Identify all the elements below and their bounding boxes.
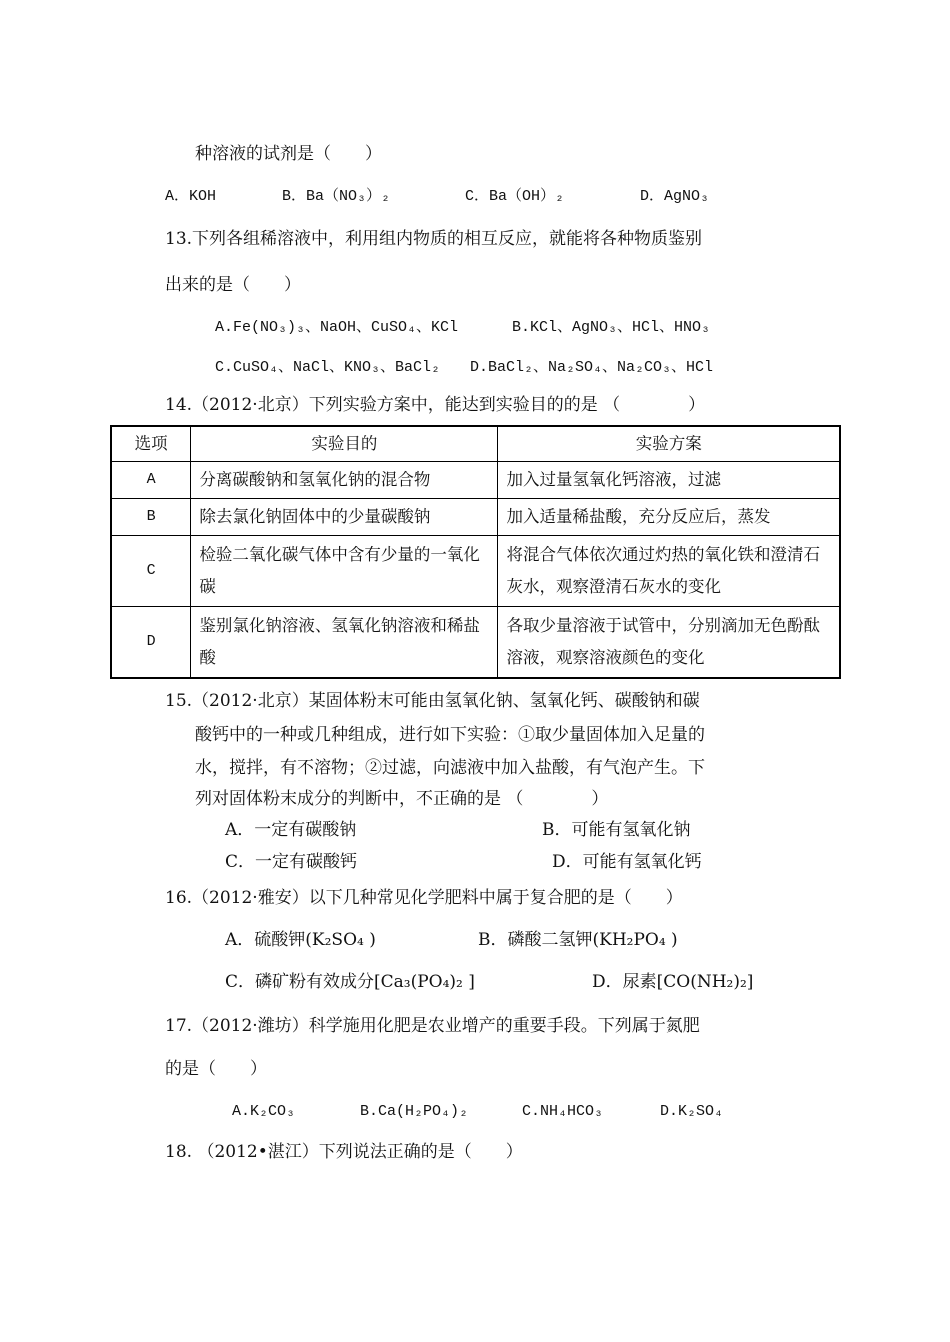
q17-stem-line2: 的是（ ）	[165, 1059, 267, 1079]
q13-option-d: D.BaCl₂、Na₂SO₄、Na₂CO₃、HCl	[470, 359, 714, 376]
row-option: C	[111, 536, 191, 607]
table-row	[111, 499, 840, 536]
q13-stem-line1: 13.下列各组稀溶液中，利用组内物质的相互反应，就能将各种物质鉴别	[165, 229, 703, 249]
q17-option-a: A.K₂CO₃	[232, 1103, 296, 1120]
row-purpose: 检验二氧化碳气体中含有少量的一氧化碳	[191, 536, 498, 607]
q13-stem-line2: 出来的是（ ）	[165, 275, 301, 295]
q12-option-d: D．AgNO₃	[640, 188, 710, 205]
row-purpose: 鉴别氯化钠溶液、氢氧化钠溶液和稀盐酸	[191, 607, 498, 679]
row-purpose: 分离碳酸钠和氢氧化钠的混合物	[191, 462, 498, 499]
q16-option-b: B．磷酸二氢钾(KH₂PO₄ )	[478, 930, 678, 950]
row-option: D	[111, 607, 191, 679]
q12-option-c: C．Ba（OH）₂	[465, 188, 565, 205]
q15-option-c: C．一定有碳酸钙	[225, 852, 358, 872]
q15-stem-line3: 水，搅拌，有不溶物；②过滤，向滤液中加入盐酸，有气泡产生。下	[195, 758, 705, 778]
row-plan: 将混合气体依次通过灼热的氧化铁和澄清石灰水，观察澄清石灰水的变化	[498, 536, 840, 607]
q12-option-b: B．Ba（NO₃）₂	[282, 188, 391, 205]
q15-stem-line4: 列对固体粉末成分的判断中，不正确的是 （ ）	[195, 789, 609, 809]
q15-stem-line2: 酸钙中的一种或几种组成，进行如下实验：①取少量固体加入足量的	[195, 725, 705, 745]
q17-option-c: C.NH₄HCO₃	[522, 1103, 604, 1120]
row-option: A	[111, 462, 191, 499]
table-row	[111, 536, 840, 607]
table-header-row	[111, 426, 840, 462]
q17-option-b: B.Ca(H₂PO₄)₂	[360, 1103, 469, 1120]
q15-option-b: B．可能有氢氧化钠	[542, 820, 691, 840]
q15-stem-line1: 15.（2012·北京）某固体粉末可能由氢氧化钠、氢氧化钙、碳酸钠和碳	[165, 691, 700, 711]
row-plan: 各取少量溶液于试管中，分别滴加无色酚酞溶液，观察溶液颜色的变化	[498, 607, 840, 679]
row-option: B	[111, 499, 191, 536]
q13-option-c: C.CuSO₄、NaCl、KNO₃、BaCl₂	[215, 359, 441, 376]
q17-stem-line1: 17.（2012·潍坊）科学施用化肥是农业增产的重要手段。下列属于氮肥	[165, 1016, 700, 1036]
header-plan: 实验方案	[498, 426, 840, 462]
q14-stem: 14.（2012·北京）下列实验方案中，能达到实验目的的是 （ ）	[165, 395, 706, 415]
row-plan: 加入过量氢氧化钙溶液，过滤	[498, 462, 840, 499]
table-row	[111, 607, 840, 679]
q16-option-d: D．尿素[CO(NH₂)₂]	[592, 972, 754, 992]
q16-option-a: A．硫酸钾(K₂SO₄ )	[225, 930, 376, 950]
q15-option-d: D．可能有氢氧化钙	[552, 852, 702, 872]
q15-option-a: A．一定有碳酸钠	[225, 820, 357, 840]
q14-experiment-table	[110, 425, 841, 679]
q16-stem: 16.（2012·雅安）以下几种常见化学肥料中属于复合肥的是（ ）	[165, 888, 683, 908]
q13-option-b: B.KCl、AgNO₃、HCl、HNO₃	[512, 319, 711, 336]
q12-stem-tail: 种溶液的试剂是（ ）	[195, 144, 382, 164]
q17-option-d: D.K₂SO₄	[660, 1103, 724, 1120]
q13-option-a: A.Fe(NO₃)₃、NaOH、CuSO₄、KCl	[215, 319, 459, 336]
q16-option-c: C．磷矿粉有效成分[Ca₃(PO₄)₂ ]	[225, 972, 475, 992]
header-option: 选项	[111, 426, 191, 462]
q12-option-a: A．KOH	[165, 188, 217, 205]
q18-stem: 18. （2012•湛江）下列说法正确的是（ ）	[165, 1142, 523, 1162]
row-purpose: 除去氯化钠固体中的少量碳酸钠	[191, 499, 498, 536]
header-purpose: 实验目的	[191, 426, 498, 462]
row-plan: 加入适量稀盐酸，充分反应后，蒸发	[498, 499, 840, 536]
table-row	[111, 462, 840, 499]
